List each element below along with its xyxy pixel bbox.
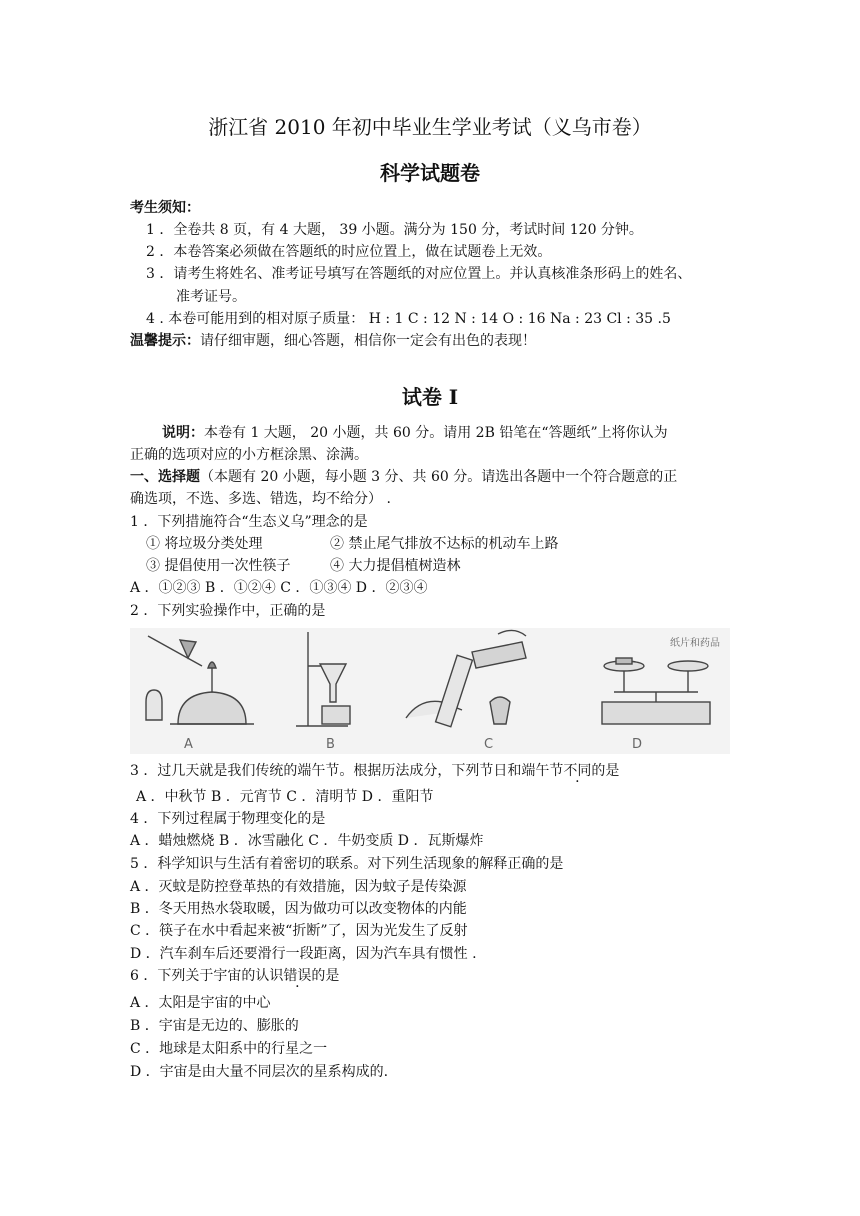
q6-option-d: D ．宇宙是由大量不同层次的星系构成的. — [130, 1064, 389, 1080]
explain-text: 本卷有 1 大题， 20 小题，共 60 分。请用 2B 铅笔在“答题纸”上将你认为 — [204, 425, 668, 441]
q5-option-d: D ．汽车刹车后还要滑行一段距离，因为汽车具有惯性 . — [130, 946, 477, 962]
q6-stem-emphasis: 错误 — [283, 968, 312, 984]
q4-answers: A ．蜡烛燃烧 B ．冰雪融化 C ．牛奶变质 D ．瓦斯爆炸 — [130, 833, 484, 849]
exam-title: 浙江省 2010 年初中毕业生学业考试（义乌市卷） — [208, 115, 652, 139]
section-title: 试卷 I — [401, 385, 459, 409]
section-explain-line2: 正确的选项对应的小方框涂黑、涂满。 — [130, 447, 368, 463]
q1-answers: A ．①②③ B ．①②④ C ．①③④ D ．②③④ — [130, 580, 428, 596]
q6-option-c: C ．地球是太阳系中的行星之一 — [130, 1041, 328, 1057]
part-label: 一、选择题 — [130, 469, 200, 485]
lab-operations-illustration — [130, 628, 730, 754]
notice-item-3-cont: 准考证号。 — [176, 289, 246, 305]
figure-label-d: D — [632, 737, 643, 752]
notice-heading: 考生须知： — [130, 200, 200, 216]
notice-tip — [130, 332, 536, 350]
tip-label: 温馨提示： — [130, 333, 200, 349]
q3-stem-emphasis: 不同 — [563, 763, 592, 779]
notice-item-2: 2 ．本卷答案必须做在答题纸的时应位置上，做在试题卷上无效。 — [146, 244, 552, 260]
q4-stem: 4 ．下列过程属于物理变化的是 — [130, 811, 326, 827]
q3-stem-part-c: 的是 — [591, 763, 620, 779]
figure-label-c: C — [484, 737, 494, 752]
q6-option-a: A ．太阳是宇宙的中心 — [130, 995, 271, 1011]
q3-answers: A ．中秋节 B ．元宵节 C ．清明节 D ．重阳节 — [136, 789, 434, 805]
q1-option-1: ① 将垃圾分类处理 — [146, 536, 263, 552]
q6-stem — [130, 967, 339, 985]
q5-option-b: B ．冬天用热水袋取暖，因为做功可以改变物体的内能 — [130, 901, 467, 917]
part-instruction-line2: 确选项，不选、多选、错选，均不给分） . — [130, 491, 391, 507]
section-explain-line1 — [162, 424, 668, 442]
exam-subtitle: 科学试题卷 — [380, 161, 480, 185]
q2-stem: 2 ．下列实验操作中，正确的是 — [130, 603, 326, 619]
notice-item-1: 1 ．全卷共 8 页，有 4 大题， 39 小题。满分为 150 分，考试时间 120 分钟。 — [146, 222, 643, 238]
q3-stem — [130, 762, 619, 780]
q6-stem-part-a: 6 ．下列关于宇宙的认识 — [130, 968, 284, 984]
q5-stem: 5 ．科学知识与生活有着密切的联系。对下列生活现象的解释正确的是 — [130, 856, 564, 872]
figure-d-note: 纸片和药品 — [670, 638, 720, 649]
q1-option-4: ④ 大力提倡植树造林 — [330, 558, 461, 574]
q5-option-c: C ．筷子在水中看起来被“折断”了，因为光发生了反射 — [130, 923, 468, 939]
notice-item-4: 4 . 本卷可能用到的相对原子质量： H : 1 C : 12 N : 14 O : 16 Na : 23 Cl : 35 .5 — [146, 311, 671, 327]
q1-stem: 1 ．下列措施符合“生态义乌”理念的是 — [130, 514, 368, 530]
q1-option-2: ② 禁止尾气排放不达标的机动车上路 — [330, 536, 559, 552]
q6-option-b: B ．宇宙是无边的、膨胀的 — [130, 1018, 299, 1034]
q2-lab-figure — [130, 628, 730, 754]
part-text: （本题有 20 小题，每小题 3 分、共 60 分。请选出各题中一个符合题意的正 — [200, 469, 678, 485]
figure-label-a: A — [184, 737, 193, 752]
explain-label: 说明： — [162, 425, 204, 441]
q1-option-3: ③ 提倡使用一次性筷子 — [146, 558, 291, 574]
notice-item-3: 3 ．请考生将姓名、准考证号填写在答题纸的对应位置上。并认真核准条形码上的姓名、 — [146, 266, 692, 282]
q3-stem-part-a: 3 ．过几天就是我们传统的端午节。根据历法成分，下列节日和端午节 — [130, 763, 564, 779]
tip-text: 请仔细审题，细心答题，相信你一定会有出色的表现！ — [200, 333, 536, 349]
part-instruction-line1 — [130, 468, 677, 486]
q6-stem-part-c: 的是 — [311, 968, 340, 984]
q5-option-a: A ．灭蚊是防控登革热的有效措施，因为蚊子是传染源 — [130, 879, 467, 895]
figure-label-b: B — [326, 737, 335, 752]
